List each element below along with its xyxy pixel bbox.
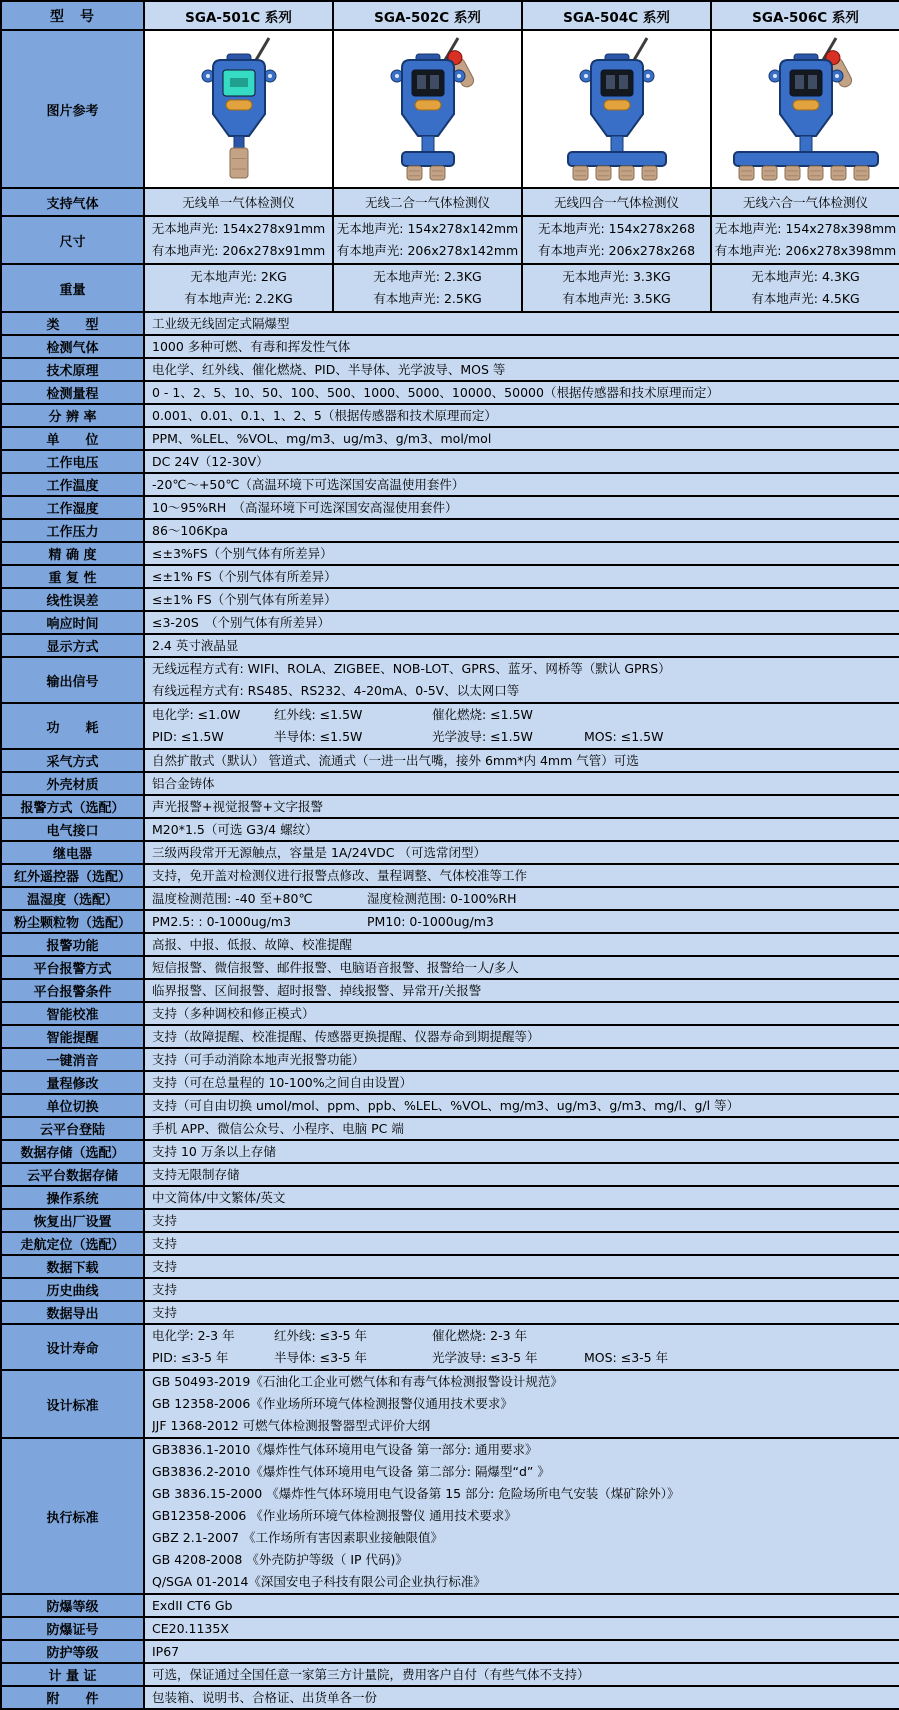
spec-row bbox=[1, 1163, 899, 1186]
spec-row bbox=[1, 335, 899, 358]
spec-line: 0.001、0.01、0.1、1、2、5（根据传感器和技术原理而定） bbox=[152, 408, 497, 423]
spec-segment: 半导体: ≤1.5W bbox=[274, 729, 363, 744]
spec-line: 支持 bbox=[152, 1236, 178, 1251]
spec-row-value bbox=[144, 611, 899, 634]
spec-row-label: 防护等级 bbox=[1, 1640, 144, 1663]
spec-row-value bbox=[144, 772, 899, 795]
spec-row-label: 历史曲线 bbox=[1, 1278, 144, 1301]
weight_row-cell bbox=[522, 264, 711, 312]
sga-501c-device-image bbox=[151, 32, 327, 186]
spec-row bbox=[1, 611, 899, 634]
sga-506c-device-image bbox=[718, 32, 894, 186]
model-name-4: SGA-506C 系列 bbox=[711, 1, 899, 30]
spec-row-label: 数据下载 bbox=[1, 1255, 144, 1278]
spec-line: 可选，保证通过全国任意一家第三方计量院，费用客户自付（有些气体不支持） bbox=[152, 1667, 590, 1682]
spec-row-value bbox=[144, 933, 899, 956]
spec-line bbox=[152, 1347, 892, 1369]
weight_row-line: 无本地声光: 2.3KG bbox=[373, 269, 482, 284]
spec-segment: 催化燃烧: ≤1.5W bbox=[432, 707, 533, 722]
spec-row bbox=[1, 818, 899, 841]
spec-row-value bbox=[144, 1048, 899, 1071]
spec-line: 支持 bbox=[152, 1305, 178, 1320]
spec-row-label: 工作压力 bbox=[1, 519, 144, 542]
sga-506c-device-cell bbox=[711, 30, 899, 188]
spec-segment: PM10: 0-1000ug/m3 bbox=[367, 914, 494, 929]
spec-row-label: 数据存储（选配） bbox=[1, 1140, 144, 1163]
spec-row-value bbox=[144, 1438, 899, 1594]
sga-502c-device-image bbox=[340, 32, 516, 186]
spec-line: JJF 1368-2012 可燃气体检测报警器型式评价大纲 bbox=[152, 1418, 431, 1433]
spec-line: ≤±1% FS（个别气体有所差异） bbox=[152, 569, 337, 584]
spec-row bbox=[1, 1186, 899, 1209]
spec-line: GB 50493-2019《石油化工企业可燃气体和有毒气体检测报警设计规范》 bbox=[152, 1374, 563, 1389]
weight_row-line: 无本地声光: 3.3KG bbox=[562, 269, 671, 284]
spec-row-value bbox=[144, 703, 899, 749]
spec-row-value bbox=[144, 542, 899, 565]
spec-row-label: 走航定位（选配） bbox=[1, 1232, 144, 1255]
weight_row-line: 无本地声光: 2KG bbox=[190, 269, 287, 284]
spec-line: 支持 bbox=[152, 1259, 178, 1274]
spec-row-label: 防爆等级 bbox=[1, 1594, 144, 1617]
spec-line: 支持 10 万条以上存储 bbox=[152, 1144, 276, 1159]
spec-row bbox=[1, 1140, 899, 1163]
spec-row bbox=[1, 772, 899, 795]
spec-row-value bbox=[144, 979, 899, 1002]
spec-row-label: 检测量程 bbox=[1, 381, 144, 404]
spec-row-value bbox=[144, 312, 899, 335]
spec-line: PPM、%LEL、%VOL、mg/m3、ug/m3、g/m3、mol/mol bbox=[152, 431, 492, 446]
spec-row-value bbox=[144, 1232, 899, 1255]
spec-segment: PID: ≤1.5W bbox=[152, 729, 224, 744]
spec-row bbox=[1, 450, 899, 473]
spec-segment: 红外线: ≤3-5 年 bbox=[274, 1328, 368, 1343]
spec-row-label: 功 耗 bbox=[1, 703, 144, 749]
spec-line: 临界报警、区间报警、超时报警、掉线报警、异常开/关报警 bbox=[152, 983, 482, 998]
spec-row bbox=[1, 1117, 899, 1140]
spec-row bbox=[1, 703, 899, 749]
spec-row-value bbox=[144, 381, 899, 404]
spec-row-label: 电气接口 bbox=[1, 818, 144, 841]
spec-row-value bbox=[144, 1640, 899, 1663]
spec-row-label: 计 量 证 bbox=[1, 1663, 144, 1686]
spec-row-label: 智能提醒 bbox=[1, 1025, 144, 1048]
spec-row-value bbox=[144, 657, 899, 703]
spec-row bbox=[1, 1232, 899, 1255]
spec-row-value bbox=[144, 749, 899, 772]
spec-line bbox=[152, 1325, 892, 1347]
spec-line: 1000 多种可燃、有毒和挥发性气体 bbox=[152, 339, 351, 354]
spec-row bbox=[1, 496, 899, 519]
spec-row-label: 显示方式 bbox=[1, 634, 144, 657]
spec-line: -20℃～+50℃（高温环境下可选深国安高温使用套件） bbox=[152, 477, 465, 492]
spec-row bbox=[1, 933, 899, 956]
spec-row-label: 报警功能 bbox=[1, 933, 144, 956]
spec-segment: PID: ≤3-5 年 bbox=[152, 1350, 229, 1365]
spec-row-label: 响应时间 bbox=[1, 611, 144, 634]
spec-row bbox=[1, 795, 899, 818]
spec-row-label: 继电器 bbox=[1, 841, 144, 864]
sga-504c-device-image bbox=[529, 32, 705, 186]
spec-row-value bbox=[144, 1094, 899, 1117]
spec-row-label: 工作湿度 bbox=[1, 496, 144, 519]
spec-line: 支持（可自由切换 umol/mol、ppm、ppb、%LEL、%VOL、mg/m3、ug/m3、g/m3、mg/l、g/l 等） bbox=[152, 1098, 740, 1113]
spec-row-value bbox=[144, 1002, 899, 1025]
spec-row-value bbox=[144, 496, 899, 519]
spec-row-value bbox=[144, 335, 899, 358]
spec-line: ExdII CT6 Gb bbox=[152, 1598, 233, 1613]
spec-row bbox=[1, 1686, 899, 1709]
spec-row-value bbox=[144, 887, 899, 910]
spec-row-label: 类 型 bbox=[1, 312, 144, 335]
spec-row bbox=[1, 1048, 899, 1071]
spec-row-label: 温湿度（选配） bbox=[1, 887, 144, 910]
spec-row bbox=[1, 1094, 899, 1117]
spec-row bbox=[1, 1209, 899, 1232]
weight_row-cell bbox=[711, 264, 899, 312]
size_row-label: 尺寸 bbox=[1, 216, 144, 264]
spec-row bbox=[1, 1071, 899, 1094]
spec-row-value bbox=[144, 1301, 899, 1324]
spec-row-label: 工作电压 bbox=[1, 450, 144, 473]
spec-row-value bbox=[144, 588, 899, 611]
spec-row bbox=[1, 749, 899, 772]
spec-row-label: 分 辨 率 bbox=[1, 404, 144, 427]
spec-line: 支持（可在总量程的 10-100%之间自由设置） bbox=[152, 1075, 413, 1090]
spec-row-label: 红外遥控器（选配） bbox=[1, 864, 144, 887]
spec-row-value bbox=[144, 795, 899, 818]
spec-row-label: 平台报警条件 bbox=[1, 979, 144, 1002]
spec-row-label: 采气方式 bbox=[1, 749, 144, 772]
spec-row bbox=[1, 427, 899, 450]
spec-row-value bbox=[144, 1186, 899, 1209]
spec-row bbox=[1, 1301, 899, 1324]
supported-gas-value: 无线六合一气体检测仪 bbox=[711, 188, 899, 216]
spec-line: 声光报警+视觉报警+文字报警 bbox=[152, 799, 323, 814]
spec-row-label: 防爆证号 bbox=[1, 1617, 144, 1640]
spec-line: M20*1.5（可选 G3/4 螺纹） bbox=[152, 822, 318, 837]
spec-line: ≤±1% FS（个别气体有所差异） bbox=[152, 592, 337, 607]
spec-segment: 光学波导: ≤3-5 年 bbox=[432, 1350, 538, 1365]
spec-row-label: 工作温度 bbox=[1, 473, 144, 496]
spec-row-value bbox=[144, 473, 899, 496]
weight_row-cell bbox=[144, 264, 333, 312]
spec-segment: 催化燃烧: 2-3 年 bbox=[432, 1328, 528, 1343]
spec-row-label: 粉尘颗粒物（选配） bbox=[1, 910, 144, 933]
spec-row-label: 平台报警方式 bbox=[1, 956, 144, 979]
spec-row-value bbox=[144, 634, 899, 657]
weight_row-line: 无本地声光: 4.3KG bbox=[751, 269, 860, 284]
spec-segment: MOS: ≤1.5W bbox=[584, 729, 664, 744]
spec-row-value bbox=[144, 1663, 899, 1686]
spec-row-label: 检测气体 bbox=[1, 335, 144, 358]
spec-line: GB3836.2-2010《爆炸性气体环境用电气设备 第二部分: 隔爆型“d” 》 bbox=[152, 1464, 550, 1479]
spec-line bbox=[152, 911, 892, 932]
spec-row bbox=[1, 473, 899, 496]
spec-row-value bbox=[144, 427, 899, 450]
weight_row-line: 有本地声光: 3.5KG bbox=[562, 291, 671, 306]
spec-row-label: 云平台登陆 bbox=[1, 1117, 144, 1140]
spec-row-value bbox=[144, 1370, 899, 1438]
spec-line: 支持（故障提醒、校准提醒、传感器更换提醒、仪器寿命到期提醒等） bbox=[152, 1029, 540, 1044]
size-row bbox=[1, 216, 899, 264]
weight_row-label: 重量 bbox=[1, 264, 144, 312]
spec-row-label: 重 复 性 bbox=[1, 565, 144, 588]
spec-line: GB3836.1-2010《爆炸性气体环境用电气设备 第一部分: 通用要求》 bbox=[152, 1442, 538, 1457]
spec-row-label: 数据导出 bbox=[1, 1301, 144, 1324]
spec-line: 自然扩散式（默认） 管道式、流通式（一进一出气嘴，接外 6mm*内 4mm 气管）可选 bbox=[152, 753, 639, 768]
spec-row-label: 量程修改 bbox=[1, 1071, 144, 1094]
spec-row bbox=[1, 1278, 899, 1301]
spec-line: GB 3836.15-2000 《爆炸性气体环境用电气设备第 15 部分: 危险场所电气安装（煤矿除外）》 bbox=[152, 1486, 680, 1501]
spec-row bbox=[1, 381, 899, 404]
weight-row bbox=[1, 264, 899, 312]
spec-row-value bbox=[144, 1163, 899, 1186]
spec-row bbox=[1, 979, 899, 1002]
spec-line: 有线远程方式有: RS485、RS232、4-20mA、0-5V、以太网口等 bbox=[152, 683, 520, 698]
spec-row-label: 附 件 bbox=[1, 1686, 144, 1709]
spec-row-label: 操作系统 bbox=[1, 1186, 144, 1209]
spec-line: 2.4 英寸液晶显 bbox=[152, 638, 239, 653]
size_row-line: 无本地声光: 154x278x268 bbox=[537, 221, 696, 236]
size_row-cell bbox=[144, 216, 333, 264]
spec-line: 短信报警、微信报警、邮件报警、电脑语音报警、报警给一人/多人 bbox=[152, 960, 519, 975]
spec-segment: MOS: ≤3-5 年 bbox=[584, 1350, 669, 1365]
size_row-line: 有本地声光: 206x278x142mm bbox=[336, 243, 519, 258]
photo-row-label: 图片参考 bbox=[1, 30, 144, 188]
spec-line: 支持（多种调校和修正模式） bbox=[152, 1006, 315, 1021]
spec-row-value bbox=[144, 841, 899, 864]
spec-line: Q/SGA 01-2014《深国安电子科技有限公司企业执行标准》 bbox=[152, 1574, 486, 1589]
spec-row-value bbox=[144, 450, 899, 473]
spec-line bbox=[152, 726, 892, 748]
spec-line bbox=[152, 704, 892, 726]
spec-line: GBZ 2.1-2007 《工作场所有害因素职业接触限值》 bbox=[152, 1530, 443, 1545]
spec-segment: 湿度检测范围: 0-100%RH bbox=[367, 891, 517, 906]
size_row-cell bbox=[522, 216, 711, 264]
spec-row-label: 恢复出厂设置 bbox=[1, 1209, 144, 1232]
spec-row-value bbox=[144, 1594, 899, 1617]
spec-row bbox=[1, 519, 899, 542]
supported-gas-label: 支持气体 bbox=[1, 188, 144, 216]
spec-table-body bbox=[1, 1, 899, 1709]
size_row-cell bbox=[711, 216, 899, 264]
spec-row-value bbox=[144, 565, 899, 588]
spec-row-value bbox=[144, 1686, 899, 1709]
model-name-1: SGA-501C 系列 bbox=[144, 1, 333, 30]
spec-line: DC 24V（12-30V） bbox=[152, 454, 269, 469]
spec-row-value bbox=[144, 1025, 899, 1048]
spec-row-value bbox=[144, 864, 899, 887]
header-row bbox=[1, 1, 899, 30]
spec-row bbox=[1, 1025, 899, 1048]
weight_row-cell bbox=[333, 264, 522, 312]
spec-row bbox=[1, 910, 899, 933]
spec-segment: 红外线: ≤1.5W bbox=[274, 707, 363, 722]
spec-line: 支持无限制存储 bbox=[152, 1167, 240, 1182]
sga-502c-device-cell bbox=[333, 30, 522, 188]
spec-line: 中文简体/中文繁体/英文 bbox=[152, 1190, 286, 1205]
spec-line: GB12358-2006 《作业场所环境气体检测报警仪 通用技术要求》 bbox=[152, 1508, 517, 1523]
spec-line: CE20.1135X bbox=[152, 1621, 229, 1636]
spec-row-value bbox=[144, 1071, 899, 1094]
spec-line: 铝合金铸体 bbox=[152, 776, 215, 791]
spec-row-label: 精 确 度 bbox=[1, 542, 144, 565]
weight_row-line: 有本地声光: 2.2KG bbox=[184, 291, 293, 306]
supported-gas-row bbox=[1, 188, 899, 216]
header-model-label: 型 号 bbox=[1, 1, 144, 30]
spec-row-label: 线性误差 bbox=[1, 588, 144, 611]
spec-row-label: 智能校准 bbox=[1, 1002, 144, 1025]
spec-line: 10～95%RH （高湿环境下可选深国安高湿使用套件） bbox=[152, 500, 458, 515]
spec-row-label: 外壳材质 bbox=[1, 772, 144, 795]
spec-row bbox=[1, 864, 899, 887]
spec-row-value bbox=[144, 519, 899, 542]
spec-row-label: 报警方式（选配） bbox=[1, 795, 144, 818]
spec-line: 支持 bbox=[152, 1213, 178, 1228]
spec-line bbox=[152, 888, 892, 909]
spec-row bbox=[1, 1663, 899, 1686]
spec-row-label: 执行标准 bbox=[1, 1438, 144, 1594]
size_row-line: 无本地声光: 154x278x142mm bbox=[336, 221, 519, 236]
spec-row-value bbox=[144, 1324, 899, 1370]
spec-row-value bbox=[144, 956, 899, 979]
spec-line: IP67 bbox=[152, 1644, 180, 1659]
spec-line: 86～106Kpa bbox=[152, 523, 229, 538]
spec-line: 无线远程方式有: WIFI、ROLA、ZIGBEE、NOB-LOT、GPRS、蓝牙、网桥等（默认 GPRS） bbox=[152, 661, 671, 676]
spec-row-label: 技术原理 bbox=[1, 358, 144, 381]
spec-row-label: 单 位 bbox=[1, 427, 144, 450]
spec-segment: 电化学: 2-3 年 bbox=[152, 1328, 235, 1343]
size_row-line: 无本地声光: 154x278x91mm bbox=[151, 221, 326, 236]
spec-row bbox=[1, 1002, 899, 1025]
spec-row-value bbox=[144, 1209, 899, 1232]
size_row-line: 无本地声光: 154x278x398mm bbox=[714, 221, 897, 236]
spec-row bbox=[1, 1324, 899, 1370]
spec-row bbox=[1, 1640, 899, 1663]
spec-line: 手机 APP、微信公众号、小程序、电脑 PC 端 bbox=[152, 1121, 404, 1136]
spec-line: 支持（可手动消除本地声光报警功能） bbox=[152, 1052, 365, 1067]
sga-501c-device-cell bbox=[144, 30, 333, 188]
size_row-line: 有本地声光: 206x278x91mm bbox=[151, 243, 326, 258]
spec-row bbox=[1, 1255, 899, 1278]
spec-row-label: 单位切换 bbox=[1, 1094, 144, 1117]
model-name-3: SGA-504C 系列 bbox=[522, 1, 711, 30]
spec-segment: PM2.5: : 0-1000ug/m3 bbox=[152, 914, 292, 929]
spec-line: 工业级无线固定式隔爆型 bbox=[152, 316, 290, 331]
spec-line: 支持 bbox=[152, 1282, 178, 1297]
spec-row bbox=[1, 358, 899, 381]
size_row-line: 有本地声光: 206x278x268 bbox=[537, 243, 696, 258]
spec-row bbox=[1, 312, 899, 335]
spec-row bbox=[1, 956, 899, 979]
spec-row-value bbox=[144, 1117, 899, 1140]
spec-line: ≤±3%FS（个别气体有所差异） bbox=[152, 546, 333, 561]
model-name-2: SGA-502C 系列 bbox=[333, 1, 522, 30]
weight_row-line: 有本地声光: 2.5KG bbox=[373, 291, 482, 306]
spec-row bbox=[1, 634, 899, 657]
spec-row-label: 设计寿命 bbox=[1, 1324, 144, 1370]
spec-row bbox=[1, 542, 899, 565]
photo-row bbox=[1, 30, 899, 188]
spec-line: GB 4208-2008 《外壳防护等级（ IP 代码)》 bbox=[152, 1552, 408, 1567]
spec-row-value bbox=[144, 358, 899, 381]
spec-row bbox=[1, 1370, 899, 1438]
spec-line: 高报、中报、低报、故障、校准提醒 bbox=[152, 937, 353, 952]
spec-row bbox=[1, 404, 899, 427]
spec-segment: 温度检测范围: -40 至+80℃ bbox=[152, 891, 313, 906]
spec-row-value bbox=[144, 818, 899, 841]
supported-gas-value: 无线四合一气体检测仪 bbox=[522, 188, 711, 216]
spec-row-value bbox=[144, 404, 899, 427]
spec-row-value bbox=[144, 910, 899, 933]
spec-line: 电化学、红外线、催化燃烧、PID、半导体、光学波导、MOS 等 bbox=[152, 362, 506, 377]
spec-row-value bbox=[144, 1140, 899, 1163]
size_row-cell bbox=[333, 216, 522, 264]
spec-segment: 电化学: ≤1.0W bbox=[152, 707, 241, 722]
spec-row-value bbox=[144, 1255, 899, 1278]
spec-line: ≤3-20S （个别气体有所差异） bbox=[152, 615, 331, 630]
spec-row bbox=[1, 1438, 899, 1594]
spec-row bbox=[1, 1617, 899, 1640]
weight_row-line: 有本地声光: 4.5KG bbox=[751, 291, 860, 306]
spec-line: 支持，免开盖对检测仪进行报警点修改、量程调整、气体校准等工作 bbox=[152, 868, 528, 883]
spec-segment: 半导体: ≤3-5 年 bbox=[274, 1350, 368, 1365]
spec-row bbox=[1, 657, 899, 703]
spec-row-value bbox=[144, 1278, 899, 1301]
sga-504c-device-cell bbox=[522, 30, 711, 188]
spec-row-label: 输出信号 bbox=[1, 657, 144, 703]
supported-gas-value: 无线二合一气体检测仪 bbox=[333, 188, 522, 216]
spec-row-label: 一键消音 bbox=[1, 1048, 144, 1071]
spec-line: GB 12358-2006《作业场所环境气体检测报警仪通用技术要求》 bbox=[152, 1396, 513, 1411]
spec-row-value bbox=[144, 1617, 899, 1640]
spec-row bbox=[1, 588, 899, 611]
spec-line: 0 - 1、2、5、10、50、100、500、1000、5000、10000、50000（根据传感器和技术原理而定） bbox=[152, 385, 719, 400]
spec-row bbox=[1, 1594, 899, 1617]
spec-segment: 光学波导: ≤1.5W bbox=[432, 729, 533, 744]
spec-line: 包装箱、说明书、合格证、出货单各一份 bbox=[152, 1690, 378, 1705]
spec-row bbox=[1, 565, 899, 588]
supported-gas-value: 无线单一气体检测仪 bbox=[144, 188, 333, 216]
spec-line: 三级两段常开无源触点，容量是 1A/24VDC （可选常闭型） bbox=[152, 845, 486, 860]
spec-row-label: 云平台数据存储 bbox=[1, 1163, 144, 1186]
spec-row bbox=[1, 841, 899, 864]
size_row-line: 有本地声光: 206x278x398mm bbox=[714, 243, 897, 258]
spec-row bbox=[1, 887, 899, 910]
spec-row-label: 设计标准 bbox=[1, 1370, 144, 1438]
